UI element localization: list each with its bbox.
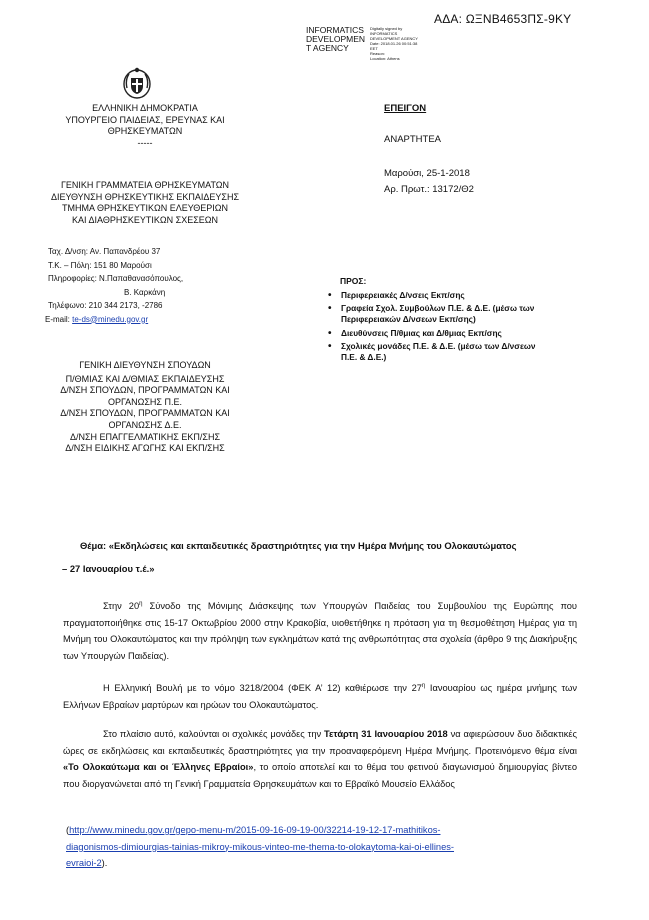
coat-of-arms-emblem: [121, 66, 153, 100]
signature-detail: INFORMATICS: [370, 31, 398, 36]
recipient-item: • Περιφερειακές Δ/νσεις Εκπ/σης: [341, 290, 552, 301]
reference-link[interactable]: http://www.minedu.gov.gr/gepo-menu-m/2015-09-16-09-19-00/32214-19-12-17-mathitikos-: [69, 825, 441, 835]
signature-detail: EET: [370, 46, 378, 51]
signature-org-line: INFORMATICS: [306, 25, 364, 35]
cc-line: Δ/ΝΣΗ ΕΙΔΙΚΗΣ ΑΓΩΓΗΣ ΚΑΙ ΕΚΠ/ΣΗΣ: [65, 443, 225, 454]
link-close-paren: ).: [101, 858, 108, 868]
p3-text: Στο πλαίσιο αυτό, καλούνται οι σχολικές μονάδες την: [103, 729, 325, 739]
signature-detail: Reason:: [370, 51, 385, 56]
unit-line: ΔΙΕΥΘΥΝΣΗ ΘΡΗΣΚΕΥΤΙΚΗΣ ΕΚΠΑΙΔΕΥΣΗΣ: [50, 191, 240, 202]
recipient-item: • Σχολικές μονάδες Π.Ε. & Δ.Ε. (μέσω των Δ/νσεων Π.Ε. & Δ.Ε.): [341, 341, 552, 363]
email-line: [45, 313, 245, 327]
body-paragraph-3: [63, 726, 577, 792]
link-row: [66, 855, 586, 872]
issuing-units: [45, 180, 245, 226]
p1-text: Στην 20: [103, 601, 140, 612]
cc-line: Δ/ΝΣΗ ΣΠΟΥΔΩΝ, ΠΡΟΓΡΑΜΜΑΤΩΝ ΚΑΙ: [60, 408, 230, 419]
cc-line: Δ/ΝΣΗ ΣΠΟΥΔΩΝ, ΠΡΟΓΡΑΜΜΑΤΩΝ ΚΑΙ: [60, 385, 230, 396]
ada-code: ΑΔΑ: ΩΞΝΒ4653ΠΣ-9ΚΥ: [434, 12, 572, 26]
signature-detail: Date: 2018.01.26 00:51:38: [370, 41, 418, 46]
reference-link[interactable]: evraioi-2: [66, 858, 102, 868]
postal-line: Τ.Κ. – Πόλη: 151 80 Μαρούσι: [48, 260, 152, 270]
p3-topic-bold: «Το Ολοκαύτωμα και οι Έλληνες Εβραίοι»: [63, 762, 254, 772]
issue-date: Μαρούσι, 25-1-2018: [384, 168, 470, 179]
country-name: ΕΛΛΗΝΙΚΗ ΔΗΜΟΚΡΑΤΙΑ: [92, 103, 198, 113]
link-open-paren: (: [66, 825, 70, 835]
signature-org-line: T AGENCY: [306, 43, 349, 53]
recipient-item: • Γραφεία Σχολ. Συμβούλων Π.Ε. & Δ.Ε. (μέσω των Περιφερειακών Δ/νσεων Εκπ/σης): [341, 303, 552, 325]
cc-line: ΟΡΓΑΝΩΣΗΣ Δ.Ε.: [108, 419, 182, 430]
unit-line: ΓΕΝΙΚΗ ΓΡΑΜΜΑΤΕΙΑ ΘΡΗΣΚΕΥΜΑΤΩΝ: [60, 180, 230, 190]
p3-text: να αφιερώσουν δυο διδακτικές ώρες σε εκδηλώσεις και εκπαιδευτικές δραστηριότητες για την προαναφερόμενη Ημέρα Μνήμης. Προτεινόμενο θέμα είναι: [63, 729, 577, 756]
signature-detail: Location: Athens: [370, 56, 400, 61]
protocol-number: Αρ. Πρωτ.: 13172/Θ2: [384, 184, 474, 195]
link-row: [66, 822, 586, 839]
info-line: Β. Καρκάνη: [124, 287, 166, 297]
email-label: E-mail:: [45, 314, 70, 324]
subject: [62, 534, 622, 580]
p1-text: Σύνοδο της Μόνιμης Διάσκεψης των Υπουργών Παιδείας του Συμβουλίου της Ευρώπης που πραγματοποιήθηκε στις 15-17 Οκτωβρίου 2000 στην Κρακοβία, υιοθετήθηκε η πρόταση για τη θεσμοθέτηση Ημέρας για τη Μνήμη του Ολοκαυτώματος και την πρόληψη των εγκλημάτων κατά της ανθρωπότητας στα σχολεία (άρθρο 9 της Διακήρυξης των Υπουργών Παιδείας).: [63, 601, 577, 661]
ministry-name: ΥΠΟΥΡΓΕΙΟ ΠΑΙΔΕΙΑΣ, ΕΡΕΥΝΑΣ ΚΑΙ: [65, 114, 225, 125]
recipients-label: ΠΡΟΣ:: [340, 276, 367, 286]
contact-details: [45, 245, 245, 326]
signature-detail: DEVELOPMENT AGENCY: [370, 36, 418, 41]
recipients-list: [327, 290, 552, 365]
separator-dashes: -----: [137, 137, 153, 148]
subject-line: – 27 Ιανουαρίου τ.έ.»: [62, 563, 155, 574]
posting-label: ΑΝΑΡΤΗΤΕΑ: [384, 134, 442, 145]
address-line: Ταχ. Δ/νση: Αν. Παπανδρέου 37: [48, 247, 161, 256]
cc-line: ΟΡΓΑΝΩΣΗΣ Π.Ε.: [108, 396, 182, 407]
signature-org: [306, 26, 365, 53]
info-line: Πληροφορίες: Ν.Παπαθανασόπουλος,: [48, 274, 184, 283]
signature-details: [370, 26, 418, 61]
cc-line: Π/ΘΜΙΑΣ ΚΑΙ Δ/ΘΜΙΑΣ ΕΚΠΑΙΔΕΥΣΗΣ: [65, 373, 225, 384]
p3-date-bold: Τετάρτη 31 Ιανουαρίου 2018: [324, 729, 448, 739]
cc-line: ΓΕΝΙΚΗ ΔΙΕΥΘΥΝΣΗ ΣΠΟΥΔΩΝ: [79, 360, 211, 370]
cc-block: [30, 360, 260, 455]
unit-line: ΚΑΙ ΔΙΑΘΡΗΣΚΕΥΤΙΚΩΝ ΣΧΕΣΕΩΝ: [71, 214, 218, 225]
phone-line: Τηλέφωνο: 210 344 2173, -2786: [48, 301, 163, 310]
reference-link[interactable]: diagonismos-dimiourgias-tainias-mikroy-mikous-vinteo-me-thema-to-olokaytoma-kai-oi-ellines-: [66, 841, 455, 852]
unit-line: ΤΜΗΜΑ ΘΡΗΣΚΕΥΤΙΚΩΝ ΕΛΕΥΘΕΡΙΩΝ: [61, 203, 229, 214]
p2-ordinal: η: [421, 683, 426, 689]
ministry-header: [60, 103, 230, 149]
p2-text: Η Ελληνική Βουλή με το νόμο 3218/2004 (ΦΕΚ Α’ 12) καθιέρωσε την 27: [103, 683, 422, 694]
signature-org-line: DEVELOPMEN: [306, 34, 366, 44]
urgent-label: ΕΠΕΙΓΟΝ: [384, 103, 427, 114]
cc-line: Δ/ΝΣΗ ΕΠΑΓΓΕΛΜΑΤΙΚΗΣ ΕΚΠ/ΣΗΣ: [69, 431, 221, 442]
p1-ordinal: η: [139, 601, 143, 607]
subject-line: Θέμα: «Εκδηλώσεις και εκπαιδευτικές δραστηριότητες για την Ημέρα Μνήμης του Ολοκαυτώματος: [80, 540, 517, 551]
email-link[interactable]: te-ds@minedu.gov.gr: [72, 314, 149, 324]
signature-detail: Digitally signed by: [370, 26, 403, 31]
p2-text: Ιανουαρίου ως ημέρα μνήμης των Ελλήνων Εβραίων μαρτύρων και ηρώων του Ολοκαυτώματος.: [63, 683, 577, 710]
reference-link-block: [66, 822, 586, 872]
recipient-item: • Διευθύνσεις Π/θμιας και Δ/θμιας Εκπ/σης: [341, 328, 552, 339]
body-paragraph-2: [63, 678, 577, 713]
p3-text: , το οποίο αποτελεί και το θέμα του φετινού διαγωνισμού δημιουργίας βίντεο που διοργανώνεται από τη Γενική Γραμματεία Θρησκευμάτων και το Εβραϊκό Μουσείο Ελλάδος: [63, 762, 577, 789]
body-paragraph-1: [63, 596, 577, 664]
ministry-name: ΘΡΗΣΚΕΥΜΑΤΩΝ: [107, 126, 183, 137]
